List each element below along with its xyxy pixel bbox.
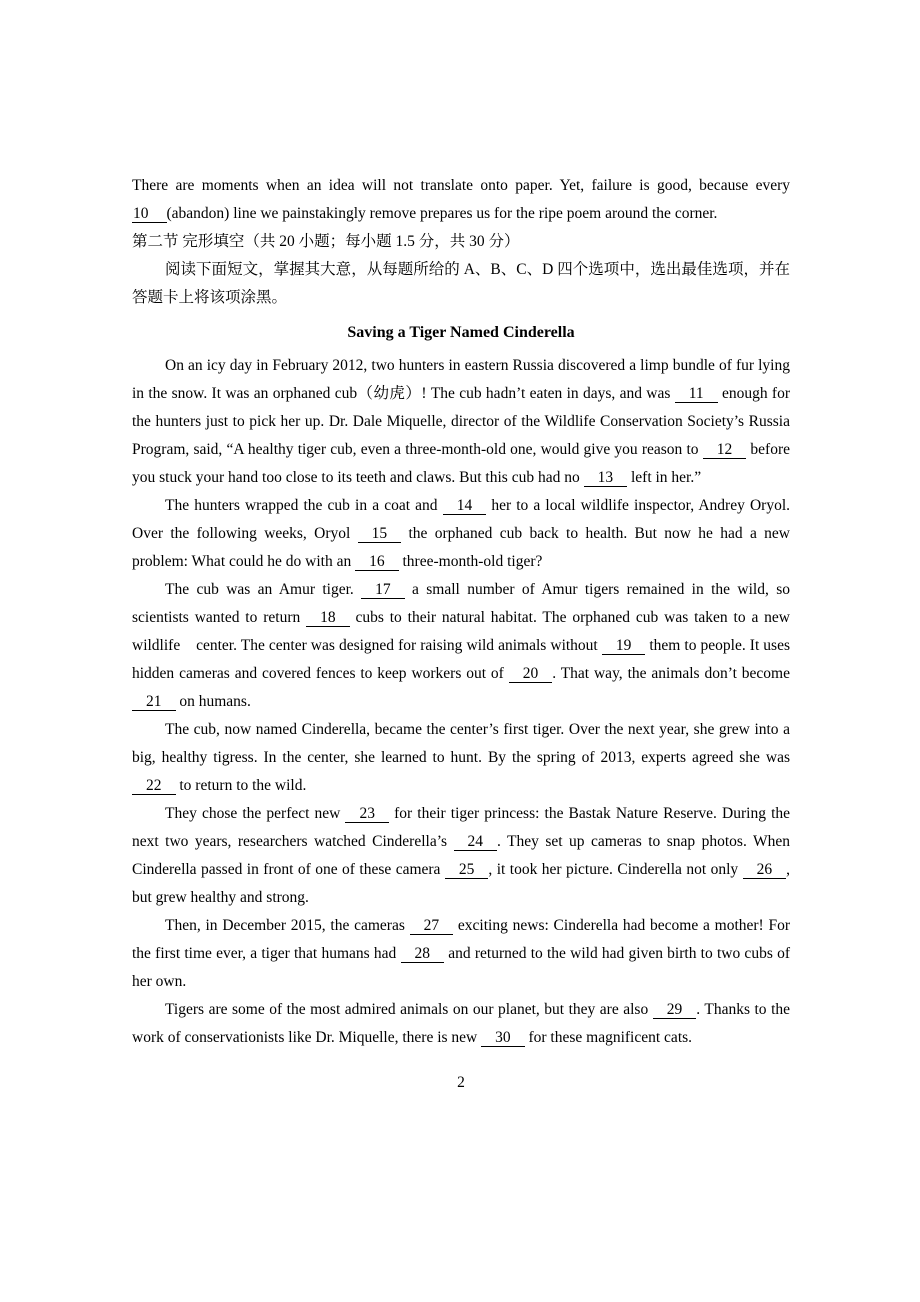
lead-paragraph: There are moments when an idea will not translate onto paper. Yet, failure is good, because every 10 (abandon) line we painstakingly remove prepares us for the ripe poem around the corner. <box>132 177 790 222</box>
blank-18: 18 <box>306 609 350 627</box>
blank-20: 20 <box>509 665 553 683</box>
passage-paragraph-7: Tigers are some of the most admired animals on our planet, but they are also 29 . Thanks to the work of conservationists like Dr. Miquelle, there is new 30 for these magnificent cats. <box>132 1001 791 1046</box>
blank-25: 25 <box>445 861 489 879</box>
blank-23: 23 <box>345 805 389 823</box>
blank-14: 14 <box>443 497 487 515</box>
blank-22: 22 <box>132 777 176 795</box>
blank-17: 17 <box>361 581 405 599</box>
passage-paragraph-6: Then, in December 2015, the cameras 27 exciting news: Cinderella had become a mother! For the first time ever, a tiger that humans had 28 and returned to the wild had given birth to two cubs of her own. <box>132 917 790 990</box>
blank-28: 28 <box>401 945 445 963</box>
instructions: 阅读下面短文，掌握其大意，从每题所给的 A、B、C、D 四个选项中，选出最佳选项，并在答题卡上将该项涂黑。 <box>132 261 790 306</box>
blank-15: 15 <box>358 525 402 543</box>
blank-30: 30 <box>481 1029 525 1047</box>
blank-29: 29 <box>653 1001 697 1019</box>
blank-21: 21 <box>132 693 176 711</box>
section-heading: 第二节 完形填空（共 20 小题；每小题 1.5 分，共 30 分） <box>132 233 520 250</box>
passage-paragraph-2: The hunters wrapped the cub in a coat and 14 her to a local wildlife inspector, Andrey Oryol. Over the following weeks, Oryol 15 the orphaned cub back to health. But now he had a new problem: What could he do with an 16 three-month-old tiger? <box>132 497 790 570</box>
blank-19: 19 <box>602 637 646 655</box>
blank-16: 16 <box>355 553 399 571</box>
passage-paragraph-3: The cub was an Amur tiger. 17 a small number of Amur tigers remained in the wild, so scientists wanted to return 18 cubs to their natural habitat. The orphaned cub was taken to a new wildlife center. The center was designed for raising wild animals without 19 them to people. It uses hidden cameras and covered fences to keep workers out of 20 . That way, the animals don’t become 21 on humans. <box>132 581 791 710</box>
blank-12: 12 <box>703 441 747 459</box>
passage-body <box>132 352 790 1052</box>
blank-26: 26 <box>743 861 787 879</box>
blank-13: 13 <box>584 469 628 487</box>
blank-10: 10 <box>132 205 167 223</box>
passage-paragraph-1: On an icy day in February 2012, two hunters in eastern Russia discovered a limp bundle of fur lying in the snow. It was an orphaned cub（幼虎）! The cub hadn’t eaten in days, and was 11 enough for the hunters just to pick her up. Dr. Dale Miquelle, director of the Wildlife Conservation Society’s Russia Program, said, “A healthy tiger cub, even a three-month-old one, would give you reason to 12 before you stuck your hand too close to its teeth and claws. But this cub had no 13 left in her.” <box>132 357 791 486</box>
passage-paragraph-5: They chose the perfect new 23 for their tiger princess: the Bastak Nature Reserve. During the next two years, researchers watched Cinderella’s 24 . They set up cameras to snap photos. When Cinderella passed in front of one of these camera 25 , it took her picture. Cinderella not only 26 , but grew healthy and strong. <box>132 805 791 906</box>
passage-title: Saving a Tiger Named Cinderella <box>347 324 575 341</box>
passage-paragraph-4: The cub, now named Cinderella, became the center’s first tiger. Over the next year, she grew into a big, healthy tigress. In the center, she learned to hunt. By the spring of 2013, experts agreed she was 22 to return to the wild. <box>132 721 790 794</box>
page-number: 2 <box>457 1074 465 1091</box>
blank-27: 27 <box>410 917 454 935</box>
blank-24: 24 <box>454 833 498 851</box>
blank-11: 11 <box>675 385 718 403</box>
